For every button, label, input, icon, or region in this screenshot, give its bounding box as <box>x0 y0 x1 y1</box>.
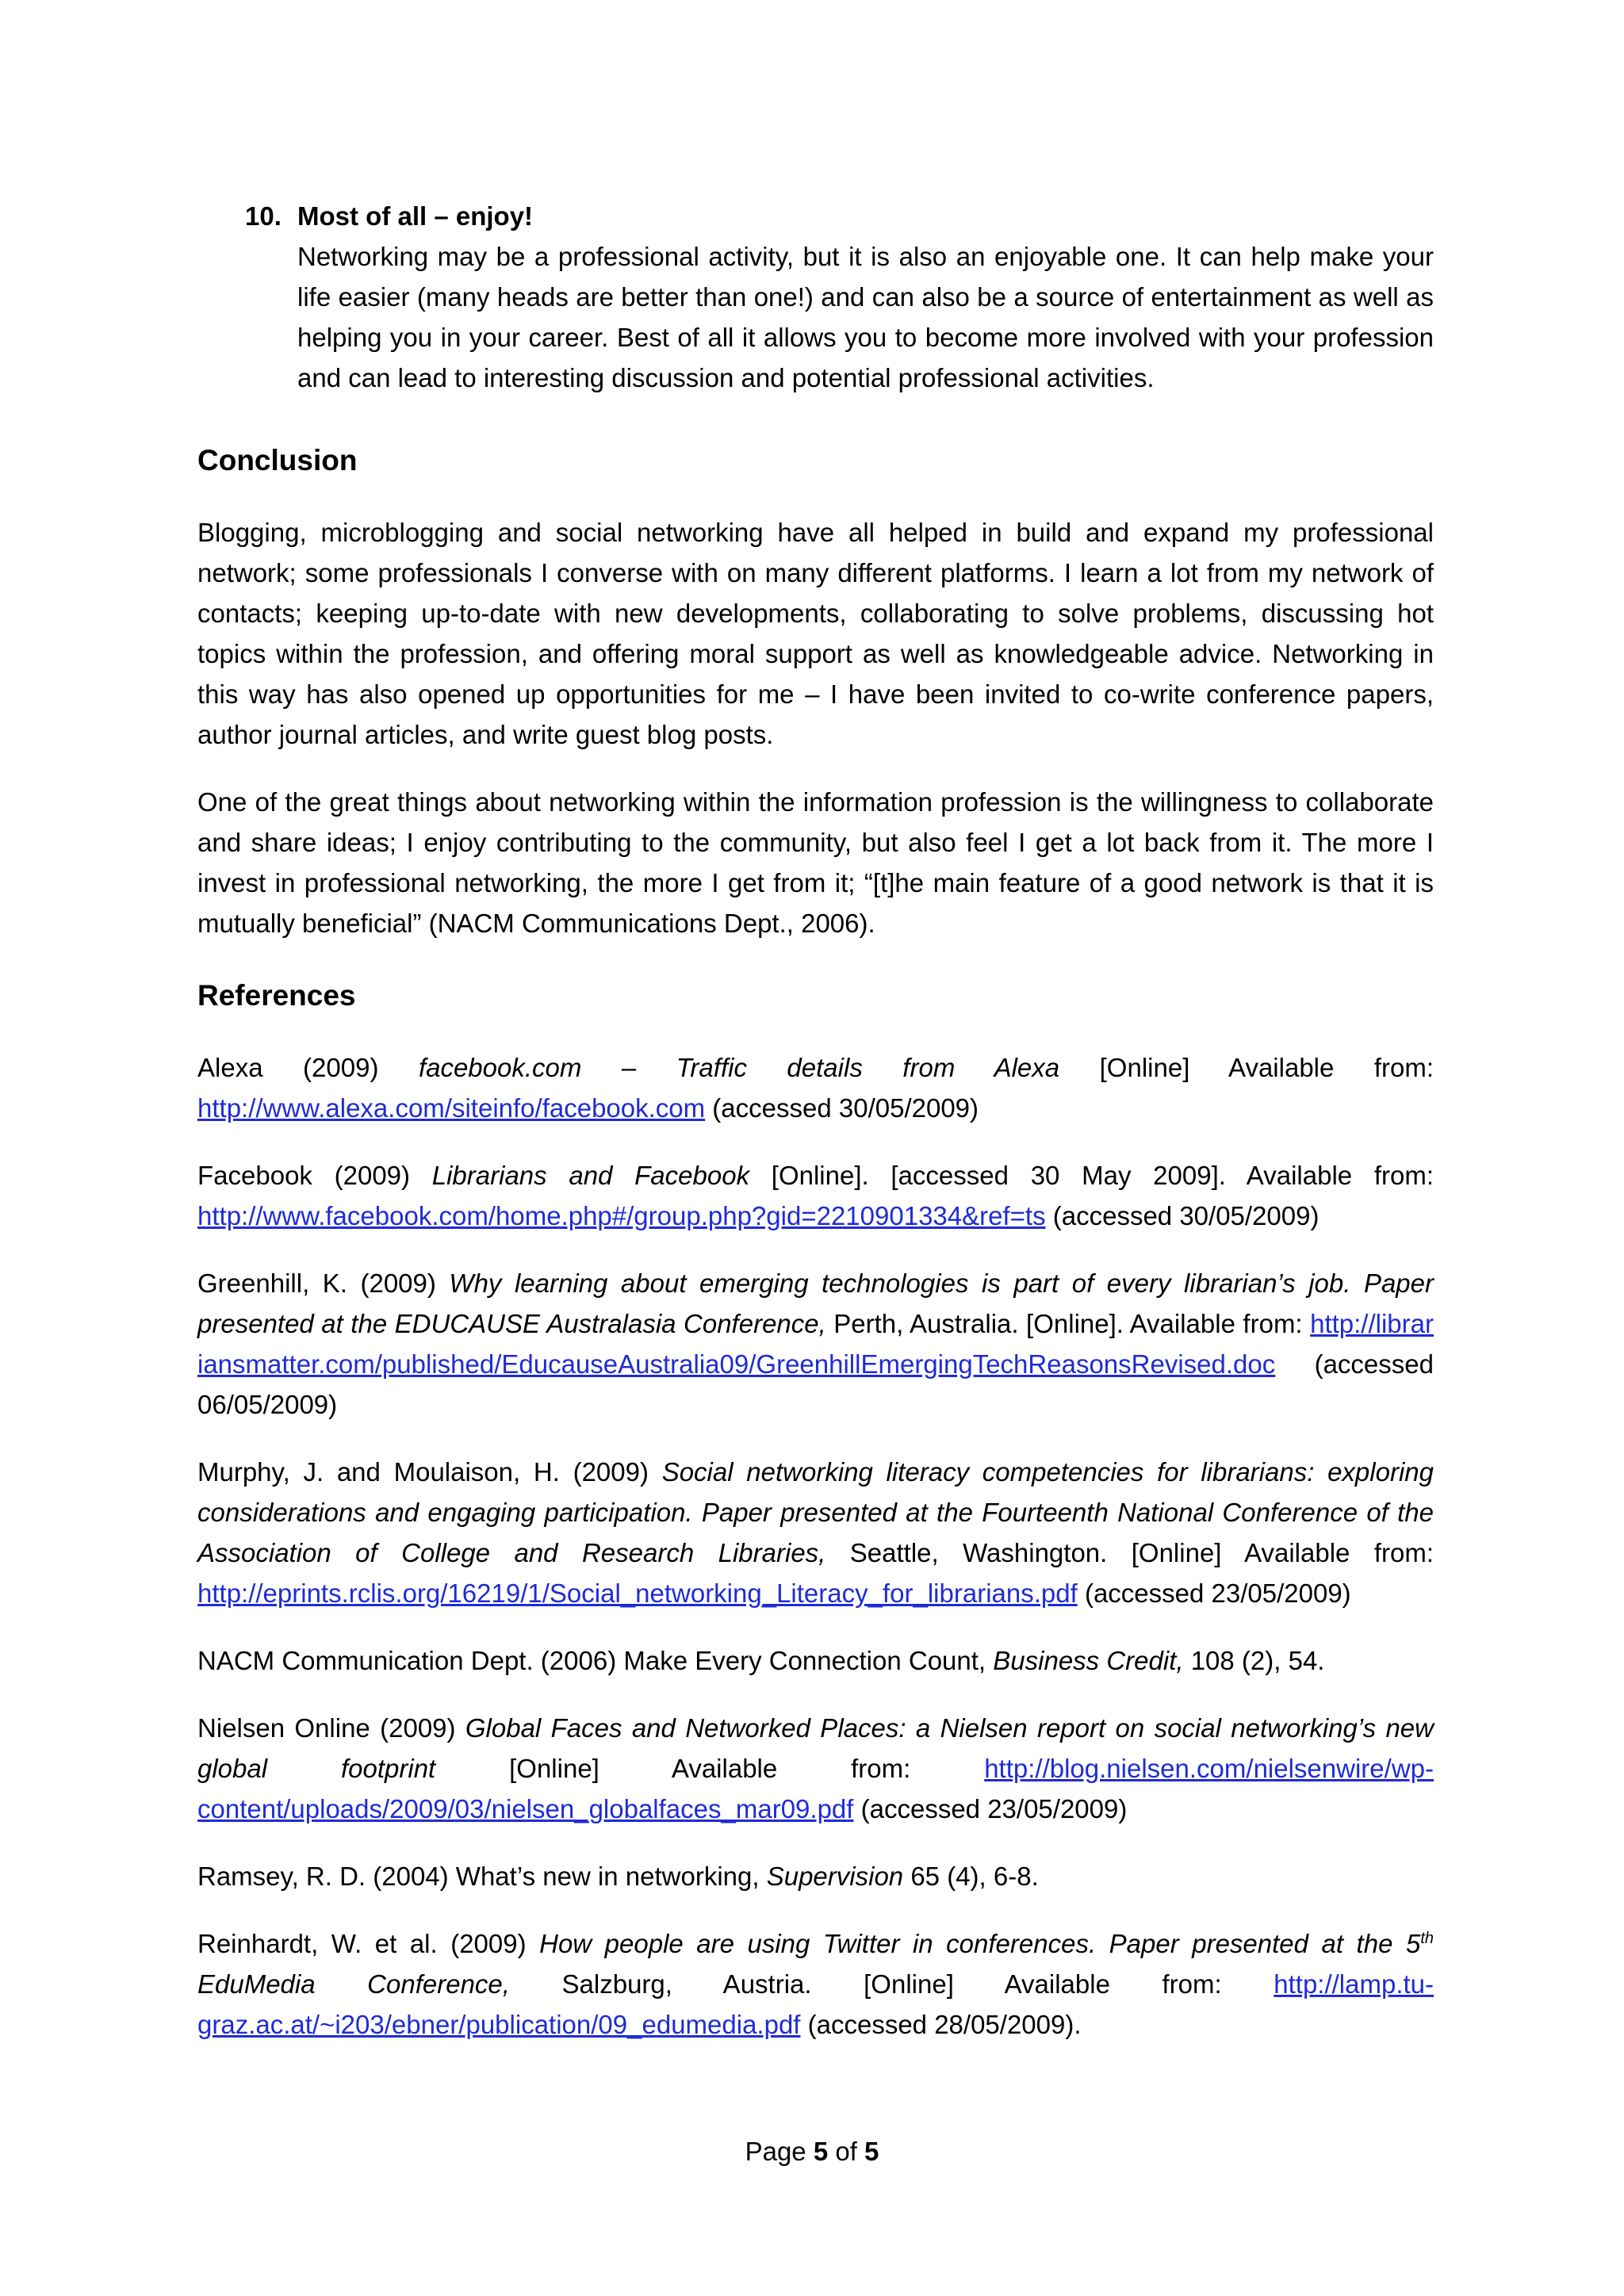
reference-greenhill <box>197 1263 1434 1425</box>
reference-source: Perth, Australia. [Online]. Available from: <box>825 1309 1311 1338</box>
reference-volume: 65 (4), 6-8. <box>903 1862 1039 1891</box>
reference-link[interactable]: http://www.facebook.com/home.php#/group.php?gid=2210901334&ref=ts <box>197 1201 1046 1230</box>
reference-superscript: th <box>1420 1930 1434 1947</box>
list-item-10 <box>197 196 1434 398</box>
reference-source: Seattle, Washington. [Online] Available from: <box>825 1538 1434 1567</box>
total-page-count: 5 <box>864 2137 879 2166</box>
page-of-label: of <box>828 2137 865 2166</box>
reference-title: Global Faces and Networked Places: a Nielsen report on social networking’s new global footprint <box>197 1713 1434 1783</box>
reference-volume: 108 (2), 54. <box>1183 1646 1325 1675</box>
reference-reinhardt <box>197 1923 1434 2045</box>
reference-title: Social networking literacy competencies for librarians: exploring considerations and engaging participation. Paper presented at the Fourteenth National Conference of the Association of College and Research Libraries, <box>197 1457 1434 1567</box>
list-item-title: Most of all – enjoy! <box>297 201 534 231</box>
reference-nielsen <box>197 1708 1434 1829</box>
reference-facebook <box>197 1155 1434 1236</box>
reference-title: Supervision <box>766 1862 904 1891</box>
reference-accessed: (accessed 06/05/2009) <box>197 1349 1434 1419</box>
reference-author: Alexa (2009) <box>197 1053 419 1082</box>
conclusion-heading: Conclusion <box>197 444 358 476</box>
reference-title: How people are using Twitter in conferences. Paper presented at the 5 <box>539 1929 1421 1958</box>
reference-accessed: (accessed 30/05/2009) <box>705 1093 979 1123</box>
reference-link[interactable]: http://www.alexa.com/siteinfo/facebook.com <box>197 1093 706 1123</box>
reference-link[interactable]: http://librariansmatter.com/published/EducauseAustralia09/GreenhillEmergingTechReasonsRevised.doc <box>197 1309 1434 1379</box>
conclusion-paragraph-2: One of the great things about networking within the information profession is the willingness to collaborate and share ideas; I enjoy contributing to the community, but also feel I get a lot back from it. The more I invest in professional networking, the more I get from it; “[t]he main feature of a good network is that it is mutually beneficial” (NACM Communications Dept., 2006). <box>197 787 1434 938</box>
conclusion-paragraph-1: Blogging, microblogging and social networking have all helped in build and expand my professional network; some professionals I converse with on many different platforms. I learn a lot from my network of contacts; keeping up-to-date with new developments, collaborating to solve problems, discussing hot topics within the profession, and offering moral support as well as knowledgeable advice. Networking in this way has also opened up opportunities for me – I have been invited to co-write conference papers, author journal articles, and write guest blog posts. <box>197 518 1434 749</box>
reference-title: Why learning about emerging technologies is part of every librarian’s job. Paper presented at the EDUCAUSE Australasia Conference, <box>197 1269 1434 1338</box>
reference-author: Greenhill, K. (2009) <box>197 1269 450 1298</box>
reference-title: facebook.com – Traffic details from Alexa <box>418 1053 1060 1082</box>
reference-title-cont: EduMedia Conference, <box>197 1969 510 1999</box>
page-content <box>197 196 1434 2045</box>
reference-title: Librarians and Facebook <box>431 1161 750 1190</box>
reference-alexa <box>197 1047 1434 1128</box>
reference-nacm <box>197 1640 1434 1681</box>
reference-accessed: (accessed 30/05/2009) <box>1045 1201 1320 1230</box>
reference-author: Ramsey, R. D. (2004) What’s new in networking, <box>197 1862 767 1891</box>
reference-author: Murphy, J. and Moulaison, H. (2009) <box>197 1457 662 1487</box>
reference-accessed: (accessed 28/05/2009). <box>800 2010 1082 2039</box>
list-item-body: Networking may be a professional activity, but it is also an enjoyable one. It can help make your life easier (many heads are better than one!) and can also be a source of entertainment as well as helping you in your career. Best of all it allows you to become more involved with your profession and can lead to interesting discussion and potential professional activities. <box>297 242 1434 392</box>
reference-link[interactable]: http://eprints.rclis.org/16219/1/Social_networking_Literacy_for_librarians.pdf <box>197 1578 1078 1608</box>
reference-link[interactable]: http://lamp.tu-graz.ac.at/~i203/ebner/publication/09_edumedia.pdf <box>197 1969 1434 2039</box>
reference-accessed: (accessed 23/05/2009) <box>1077 1578 1351 1608</box>
reference-ramsey <box>197 1856 1434 1896</box>
list-item-number: 10. <box>245 201 282 231</box>
reference-source: Salzburg, Austria. [Online] Available from: <box>509 1969 1274 1999</box>
current-page-number: 5 <box>813 2137 829 2166</box>
reference-author: NACM Communication Dept. (2006) Make Every Connection Count, <box>197 1646 994 1675</box>
reference-accessed: (accessed 23/05/2009) <box>853 1794 1128 1823</box>
reference-source: [Online] Available from: <box>435 1754 985 1783</box>
reference-source: [Online] Available from: <box>1059 1053 1434 1082</box>
reference-source: [Online]. [accessed 30 May 2009]. Available from: <box>749 1161 1434 1190</box>
page-label: Page <box>745 2137 814 2166</box>
reference-author: Facebook (2009) <box>197 1161 432 1190</box>
references-heading: References <box>197 979 356 1012</box>
page-footer <box>0 2131 1624 2172</box>
reference-author: Reinhardt, W. et al. (2009) <box>197 1929 540 1958</box>
reference-title: Business Credit, <box>993 1646 1184 1675</box>
reference-author: Nielsen Online (2009) <box>197 1713 465 1743</box>
reference-murphy <box>197 1452 1434 1613</box>
reference-link[interactable]: http://blog.nielsen.com/nielsenwire/wp-content/uploads/2009/03/nielsen_globalfaces_mar09.pdf <box>197 1754 1434 1823</box>
